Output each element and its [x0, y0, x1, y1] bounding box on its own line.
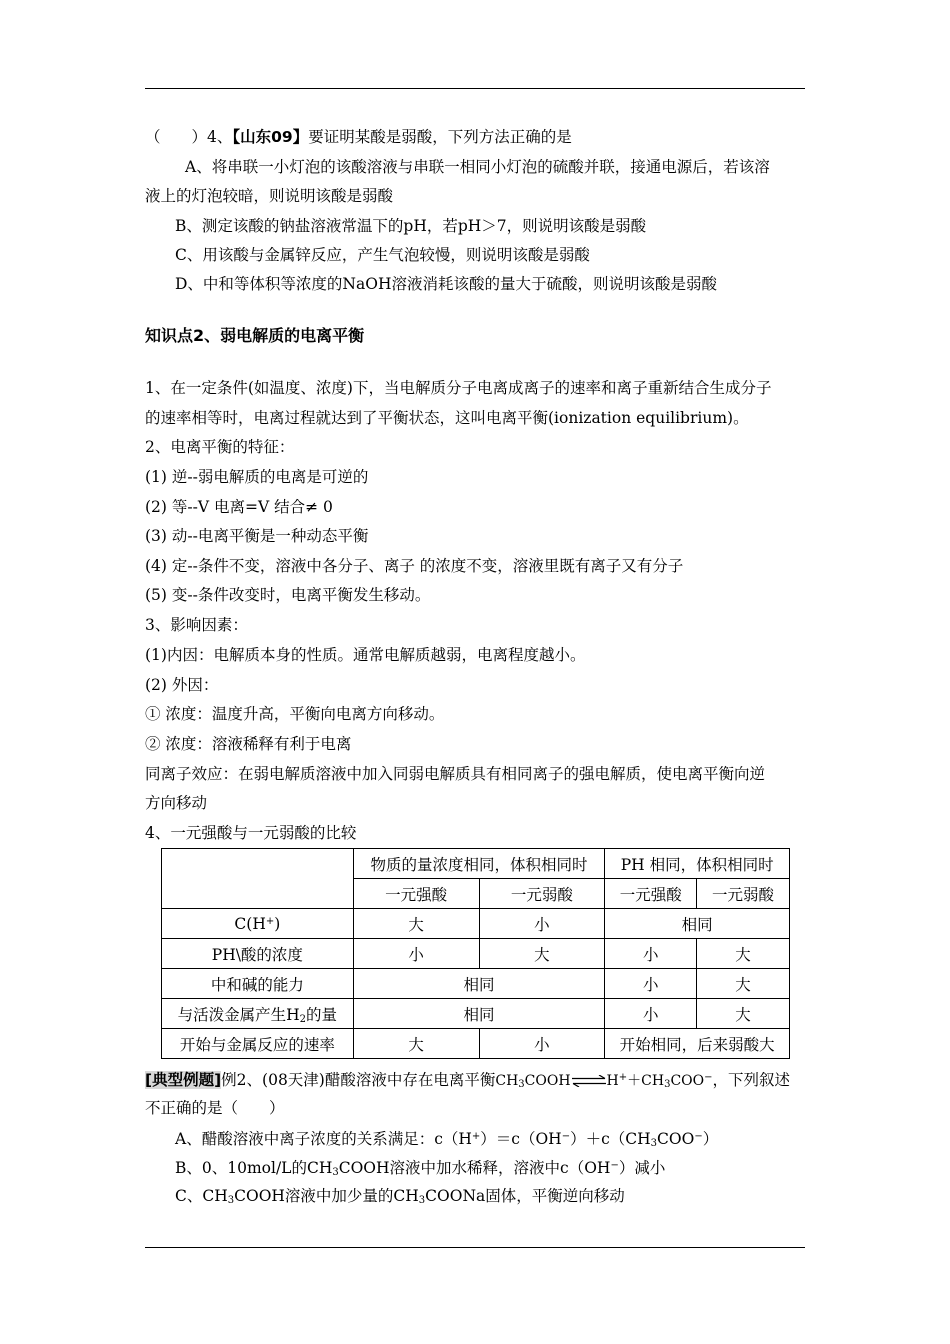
- example-tail: ，下列叙述: [712, 1071, 791, 1089]
- table-header-row: [162, 849, 790, 879]
- comparison-table: [161, 848, 790, 1059]
- table-cell: 大: [697, 939, 790, 969]
- table-corner-cell: [162, 849, 354, 909]
- table-row: [162, 1029, 790, 1059]
- table-cell: 大: [353, 1029, 479, 1059]
- table-cell: 大: [697, 999, 790, 1029]
- subheader-strong-acid: 一元强酸: [605, 879, 697, 909]
- equation-left: $CH_3COOH$: [495, 1073, 571, 1090]
- feature-3: (3) 动--电离平衡是一种动态平衡: [145, 527, 369, 545]
- example-lead: 例2、(08天津)醋酸溶液中存在电离平衡: [221, 1071, 496, 1089]
- row-label: 与活泼金属产生$H_2$的量: [162, 999, 354, 1029]
- table-cell: 相同: [353, 969, 605, 999]
- subheader-weak-acid: 一元弱酸: [479, 879, 605, 909]
- row-label: 中和碱的能力: [162, 969, 354, 999]
- table-row: [162, 999, 790, 1029]
- feature-5: (5) 变--条件改变时，电离平衡发生移动。: [145, 586, 431, 604]
- footer-rule: [145, 1247, 805, 1248]
- common-ion-line1: 同离子效应：在弱电解质溶液中加入同弱电解质具有相同离子的强电解质，使电离平衡向逆: [145, 765, 766, 783]
- table-row: [162, 909, 790, 939]
- question-text: 要证明某酸是弱酸，下列方法正确的是: [308, 128, 572, 146]
- table-cell: 小: [605, 999, 697, 1029]
- option-a-line2: 液上的灯泡较暗，则说明该酸是弱酸: [145, 187, 394, 205]
- common-ion-line2: 方向移动: [145, 794, 208, 812]
- table-cell: 小: [479, 1029, 605, 1059]
- header-same-ph: PH 相同，体积相同时: [605, 849, 790, 879]
- answer-paren: （ ）4、: [145, 128, 233, 146]
- header-same-concentration: 物质的量浓度相同，体积相同时: [353, 849, 605, 879]
- feature-2: (2) 等--V 电离=V 结合≠ 0: [145, 498, 333, 516]
- example-option-b: B、0、10mol/L的$CH_3COOH$溶液中加水稀释，溶液中c（OH−）减小: [175, 1159, 666, 1178]
- table-row: [162, 939, 790, 969]
- table-cell: 相同: [605, 909, 790, 939]
- example-option-a: A、醋酸溶液中离子浓度的关系满足：$c(H^+)=c(OH^-)+c(CH_3COO^-)$: [175, 1130, 719, 1149]
- option-c: C、用该酸与金属锌反应，产生气泡较慢，则说明该酸是弱酸: [175, 246, 590, 264]
- header-rule: [145, 88, 805, 89]
- example-tag: [典型例题]: [145, 1071, 222, 1089]
- option-d: D、中和等体积等浓度的NaOH溶液消耗该酸的量大于硫酸，则说明该酸是弱酸: [175, 275, 717, 293]
- table-cell: 相同: [353, 999, 605, 1029]
- equation-right: $H^++CH_3COO^-$: [606, 1072, 713, 1090]
- table-cell: 大: [479, 939, 605, 969]
- table-cell: 小: [605, 969, 697, 999]
- example-line1: [145, 1068, 790, 1095]
- table-cell: 开始相同，后来弱酸大: [605, 1029, 790, 1059]
- features-heading: 2、电离平衡的特征：: [145, 438, 295, 456]
- internal-factor: (1)内因：电解质本身的性质。通常电解质越弱，电离程度越小。: [145, 646, 586, 664]
- external-factor: (2) 外因：: [145, 676, 219, 694]
- option-a-line1: A、将串联一小灯泡的该酸溶液与串联一相同小灯泡的硫酸并联，接通电源后，若该溶: [185, 158, 770, 176]
- feature-4: (4) 定--条件不变，溶液中各分子、离子 的浓度不变，溶液里既有离子又有分子: [145, 557, 684, 575]
- table-cell: 小: [479, 909, 605, 939]
- row-label: 开始与金属反应的速率: [162, 1029, 354, 1059]
- question-4-stem: [145, 127, 572, 147]
- definition-line1: 1、在一定条件(如温度、浓度)下，当电解质分子电离成离子的速率和离子重新结合生成分子: [145, 379, 772, 397]
- subheader-strong-acid: 一元强酸: [353, 879, 479, 909]
- equilibrium-arrow-icon: [571, 1075, 607, 1087]
- table-cell: 小: [605, 939, 697, 969]
- external-factor-2: ② 浓度：溶液稀释有利于电离: [145, 735, 352, 753]
- comparison-heading: 4、一元强酸与一元弱酸的比较: [145, 824, 357, 842]
- subheader-weak-acid: 一元弱酸: [697, 879, 790, 909]
- external-factor-1: ① 浓度：温度升高，平衡向电离方向移动。: [145, 705, 445, 723]
- question-source: 【山东09】: [232, 128, 309, 146]
- table-cell: 大: [353, 909, 479, 939]
- example-option-c: C、$CH_3COOH$溶液中加少量的$CH_3COONa$固体，平衡逆向移动: [175, 1187, 625, 1206]
- row-label: C(H+): [162, 909, 354, 939]
- feature-1: (1) 逆--弱电解质的电离是可逆的: [145, 468, 369, 486]
- factors-heading: 3、影响因素：: [145, 616, 248, 634]
- table-row: [162, 969, 790, 999]
- table-cell: 大: [697, 969, 790, 999]
- example-line2: 不正确的是（ ）: [145, 1099, 285, 1117]
- section-title: 知识点2、弱电解质的电离平衡: [145, 326, 365, 345]
- definition-line2: 的速率相等时，电离过程就达到了平衡状态，这叫电离平衡(ionization equilibrium)。: [145, 409, 749, 427]
- row-label: PH\酸的浓度: [162, 939, 354, 969]
- table-cell: 小: [353, 939, 479, 969]
- option-b: B、测定该酸的钠盐溶液常温下的pH，若pH＞7，则说明该酸是弱酸: [175, 217, 647, 235]
